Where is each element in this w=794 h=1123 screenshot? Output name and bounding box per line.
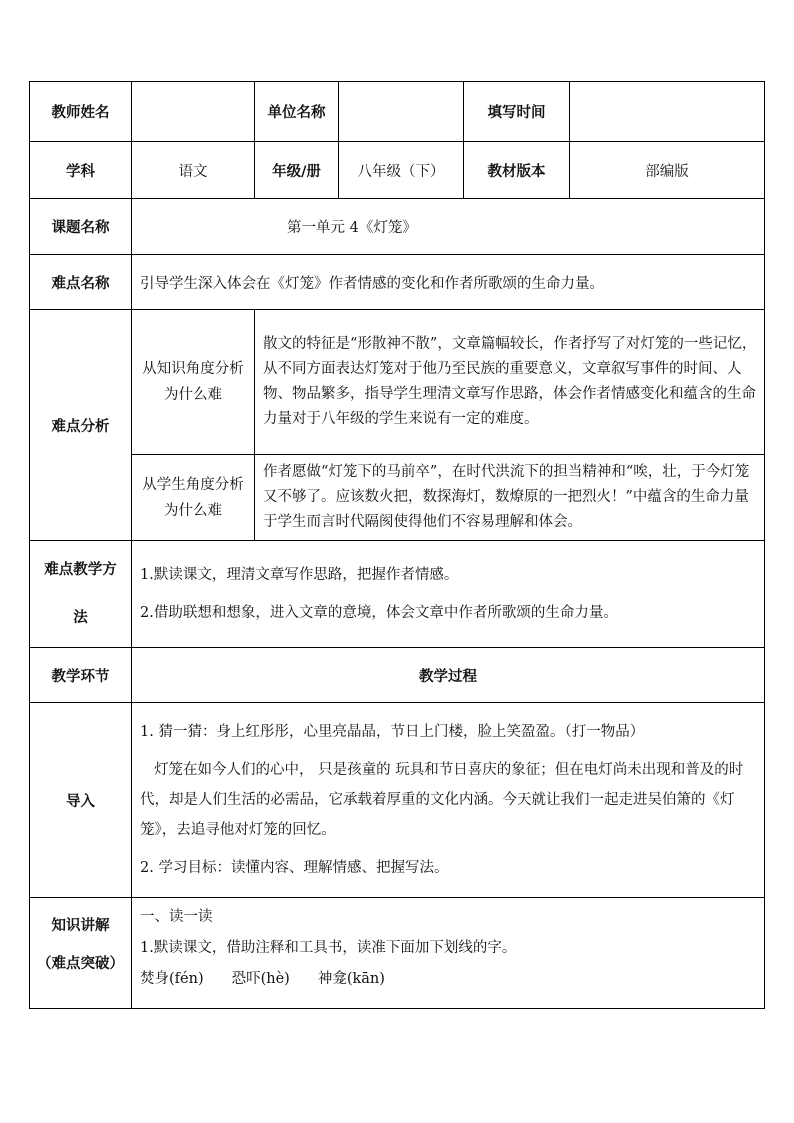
subject-label: 学科: [30, 142, 132, 199]
grade-label: 年级/册: [255, 142, 339, 199]
method-content: [132, 541, 765, 648]
intro-paragraph: 灯笼在如今人们的心中， 只是孩童的 玩具和节日喜庆的象征；但在电灯尚未出现和普及的时代，却是人们生活的必需品，它承载着厚重的文化内涵。今天就让我们一起走进吴伯箫的《灯笼》，去追寻他对灯笼的回忆。: [140, 762, 744, 838]
analysis-student-row: [30, 455, 765, 541]
knowledge-label: [30, 898, 132, 1009]
method-label-line1: 难点教学方: [44, 562, 117, 578]
unit-name-value[interactable]: [339, 82, 464, 142]
intro-content: [132, 703, 765, 898]
topic-label: 课题名称: [30, 199, 132, 255]
topic-value: [132, 199, 765, 255]
grade-value: 八年级（下）: [339, 142, 464, 199]
knowledge-words: [140, 964, 758, 995]
method-row: [30, 541, 765, 648]
method-label: [30, 541, 132, 648]
difficulty-value: 引导学生深入体会在《灯笼》作者情感的变化和作者所歌颂的生命力量。: [132, 255, 765, 310]
edition-label: 教材版本: [464, 142, 570, 199]
knowledge-label-line2: （难点突破）: [37, 956, 124, 972]
teacher-name-label: 教师姓名: [30, 82, 132, 142]
difficulty-row: [30, 255, 765, 310]
intro-row: [30, 703, 765, 898]
process-title: 教学过程: [132, 648, 765, 703]
fill-date-value[interactable]: [570, 82, 765, 142]
knowledge-heading: 一、读一读: [140, 909, 213, 925]
knowledge-row: [30, 898, 765, 1009]
knowledge-label-line1: 知识讲解: [51, 918, 110, 934]
process-header-row: [30, 648, 765, 703]
difficulty-label: 难点名称: [30, 255, 132, 310]
analysis-knowledge-row: [30, 310, 765, 455]
unit-name-label: 单位名称: [255, 82, 339, 142]
method-item-2: 2.借助联想和想象，进入文章的意境，体会文章中作者所歌颂的生命力量。: [140, 605, 618, 621]
student-angle-label: 从学生角度分析为什么难: [132, 455, 255, 541]
intro-objectives: 2. 学习目标：读懂内容、理解情感、把握写法。: [140, 860, 449, 876]
edition-value: 部编版: [570, 142, 765, 199]
subject-value: 语文: [132, 142, 255, 199]
teacher-name-value[interactable]: [132, 82, 255, 142]
word-shenkan: 神龛(kān): [317, 971, 385, 987]
word-fenshen: 焚身(fén): [140, 971, 204, 987]
word-konghe: 恐吓(hè): [231, 971, 290, 987]
subject-row: [30, 142, 765, 199]
header-row: [30, 82, 765, 142]
student-angle-text: 作者愿做“灯笼下的马前卒”，在时代洪流下的担当精神和“唉，壮，于今灯笼又不够了。应该数火把，数探海灯，数燎原的一把烈火！”中蕴含的生命力量于学生而言时代隔阂使得他们不容易理解和体会。: [255, 455, 765, 541]
method-label-line2: 法: [73, 610, 88, 626]
fill-date-label: 填写时间: [464, 82, 570, 142]
topic-text: 第一单元 4《灯笼》: [287, 220, 417, 236]
knowledge-item-1: 1.默读课文，借助注释和工具书，读准下面加下划线的字。: [140, 940, 517, 956]
process-stage-label: 教学环节: [30, 648, 132, 703]
intro-label: 导入: [30, 703, 132, 898]
knowledge-angle-text: 散文的特征是“形散神不散”，文章篇幅较长，作者抒写了对灯笼的一些记忆，从不同方面表达灯笼对于他乃至民族的重要意义，文章叙写事件的时间、人物、物品繁多，指导学生理清文章写作思路，体会作者情感变化和蕴含的生命力量对于八年级的学生来说有一定的难度。: [255, 310, 765, 455]
knowledge-angle-label: 从知识角度分析为什么难: [132, 310, 255, 455]
analysis-label: 难点分析: [30, 310, 132, 541]
topic-row: [30, 199, 765, 255]
intro-riddle: 1. 猜一猜：身上红彤彤，心里亮晶晶，节日上门楼，脸上笑盈盈。（打一物品）: [140, 724, 645, 740]
lesson-plan-table: [29, 81, 765, 1009]
method-item-1: 1.默读课文，理清文章写作思路，把握作者情感。: [140, 567, 459, 583]
knowledge-content: [132, 898, 765, 1009]
